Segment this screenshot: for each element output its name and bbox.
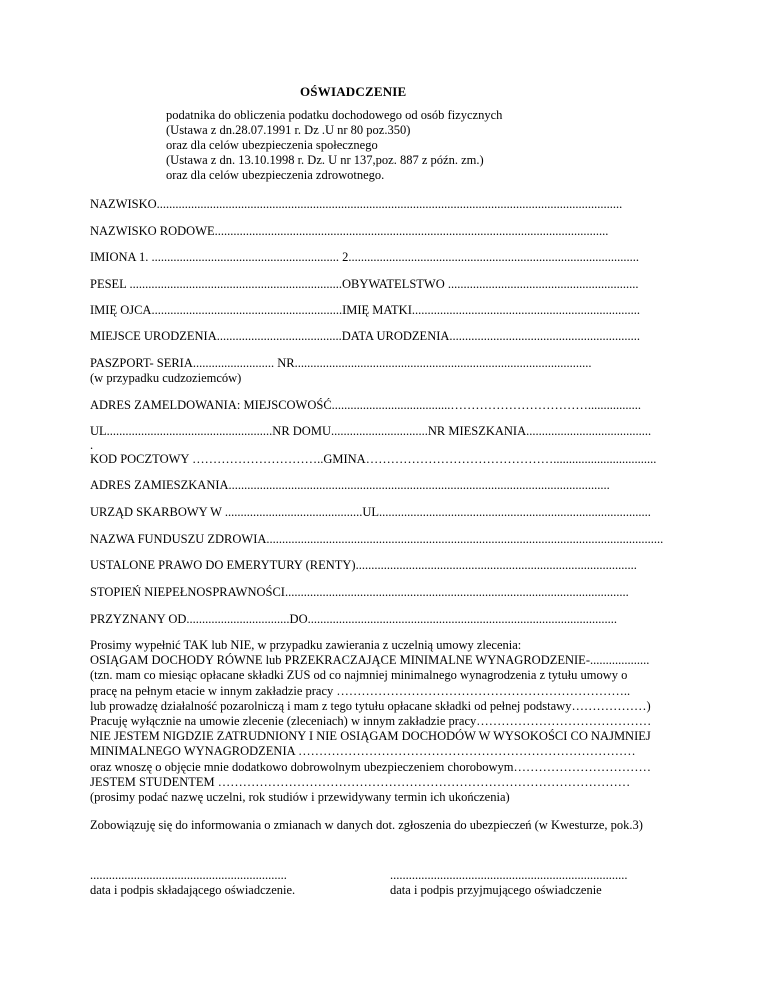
- question-line: (prosimy podać nazwę uczelni, rok studiów i przewidywany termin ich ukończenia): [90, 790, 510, 805]
- field-imiona: IMIONA 1. ............................................................ 2.............................................................................................: [90, 250, 639, 264]
- intro-line: (Ustawa z dn.28.07.1991 r. Dz .U nr 80 poz.350): [166, 123, 411, 137]
- question-line: lub prowadzę działalność pozarolniczą i mam z tego tytułu opłacane składki od pełnej podstawy………………): [90, 698, 651, 713]
- field-nazwisko: NAZWISKO.....................................................................................................................................................: [90, 197, 623, 211]
- field-pesel-obywatelstwo: PESEL ....................................................................OBYWATELSTWO .............................................................: [90, 277, 639, 291]
- field-fundusz-zdrowia: NAZWA FUNDUSZU ZDROWIA...............................................................................................................................: [90, 532, 664, 546]
- question-line: oraz wnoszę o objęcie mnie dodatkowo dobrowolnym ubezpieczeniem chorobowym……………………………: [90, 759, 651, 774]
- intro-block: [166, 108, 502, 183]
- field-przyznany-od-do: PRZYZNANY OD.................................DO...................................................................................................: [90, 612, 617, 626]
- field-adres-zamieszkania: ADRES ZAMIESZKANIA..........................................................................................................................: [90, 478, 610, 492]
- intro-line: podatnika do obliczenia podatku dochodowego od osób fizycznych: [166, 108, 503, 122]
- question-line: pracę na pełnym etacie w innym zakładzie pracy ……………………………………………………………..: [90, 683, 631, 698]
- question-line: Pracuję wyłącznie na umowie zlecenie (zleceniach) w innym zakładzie pracy……………………………………: [90, 714, 652, 729]
- field-prawo-emerytury: USTALONE PRAWO DO EMERYTURY (RENTY)..........................................................................................: [90, 558, 637, 572]
- question-line: OSIĄGAM DOCHODY RÓWNE lub PRZEKRACZAJĄCE MINIMALNE WYNAGRODZENIE-...................: [90, 653, 650, 668]
- document-title: OŚWIADCZENIE: [300, 84, 407, 99]
- declaration-questions: [90, 638, 651, 805]
- question-line: NIE JESTEM NIGDZIE ZATRUDNIONY I NIE OSIĄGAM DOCHODÓW W WYSOKOŚCI CO NAJMNIEJ: [90, 729, 651, 744]
- field-miejsce-data-urodzenia: MIEJSCE URODZENIA........................................DATA URODZENIA.............................................................: [90, 329, 641, 343]
- signature-line-left: ...............................................................: [90, 868, 287, 882]
- field-ul-nr-domu-mieszkania: UL.....................................................NR DOMU...............................NR MIESZKANIA........................................: [90, 424, 652, 438]
- signature-label-right: data i podpis przyjmującego oświadczenie: [390, 883, 602, 897]
- question-line: MINIMALNEGO WYNAGRODZENIA ………………………………………………………………………: [90, 744, 636, 759]
- field-nazwisko-rodowe: NAZWISKO RODOWE..............................................................................................................................: [90, 224, 609, 238]
- question-line: (tzn. mam co miesiąc opłacane składki ZUS od co najmniej minimalnego wynagrodzenia z tytułu umowy o: [90, 668, 628, 683]
- field-imie-ojca-matki: IMIĘ OJCA.............................................................IMIĘ MATKI.........................................................................: [90, 303, 640, 317]
- signature-line-right: ............................................................................: [390, 868, 628, 882]
- field-urzad-skarbowy: URZĄD SKARBOWY W ............................................UL.......................................................................................: [90, 505, 651, 519]
- question-line: Prosimy wypełnić TAK lub NIE, w przypadku zawierania z uczelnią umowy zlecenia:: [90, 638, 522, 652]
- stray-dot: .: [90, 438, 94, 452]
- obligation-statement: Zobowiązuję się do informowania o zmianach w danych dot. zgłoszenia do ubezpieczeń (w Kwesturze, pok.3): [90, 818, 643, 832]
- intro-line: oraz dla celów ubezpieczenia zdrowotnego.: [166, 168, 385, 182]
- signature-label-left: data i podpis składającego oświadczenie.: [90, 883, 296, 897]
- field-paszport: PASZPORT- SERIA.......................... NR...............................................................................................: [90, 356, 592, 370]
- paszport-note: (w przypadku cudzoziemców): [90, 371, 242, 385]
- question-line: JESTEM STUDENTEM ………………………………………………………………………………………: [90, 774, 631, 789]
- intro-line: (Ustawa z dn. 13.10.1998 r. Dz. U nr 137,poz. 887 z późn. zm.): [166, 153, 484, 167]
- field-kod-pocztowy-gmina: KOD POCZTOWY …………………………..GMINA……………………………………….................................: [90, 452, 657, 466]
- intro-line: oraz dla celów ubezpieczenia społecznego: [166, 138, 378, 152]
- field-adres-zameldowania: ADRES ZAMELDOWANIA: MIEJSCOWOŚĆ......................................…………………………….................: [90, 398, 642, 412]
- field-stopien-niepelnosprawnosci: STOPIEŃ NIEPEŁNOSPRAWNOŚCI..............................................................................................................: [90, 585, 629, 599]
